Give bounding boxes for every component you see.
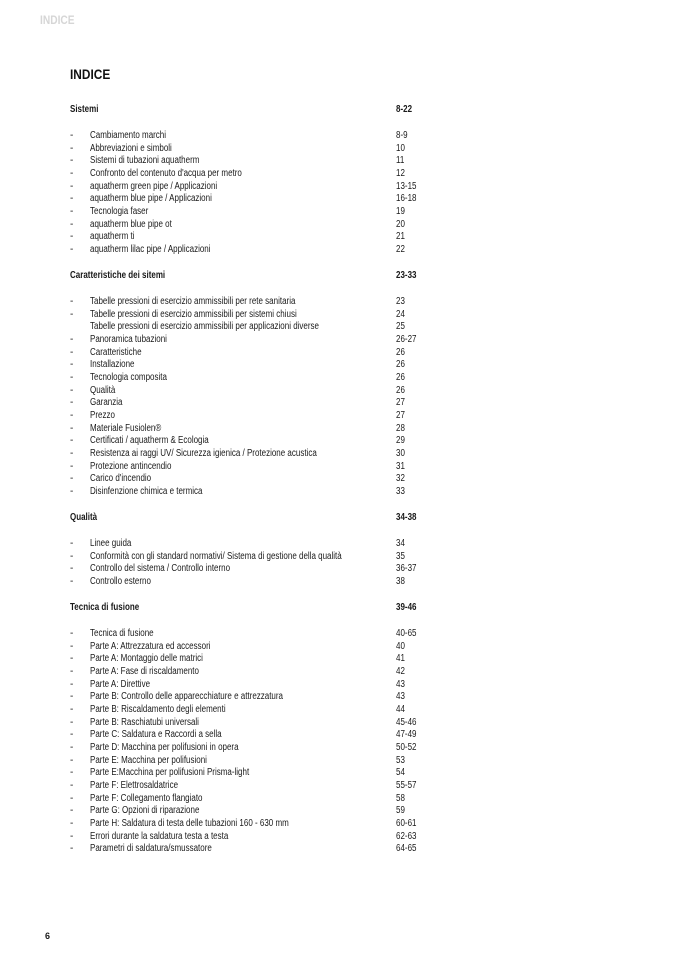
entry-label: aquatherm green pipe / Applicazioni bbox=[90, 180, 218, 192]
entry-pages: 40 bbox=[396, 640, 405, 652]
toc-entry bbox=[70, 831, 430, 844]
entry-pages: 53 bbox=[396, 754, 405, 766]
entry-label: Tabelle pressioni di esercizio ammissibili per sistemi chiusi bbox=[90, 308, 297, 320]
bullet-dash: - bbox=[70, 716, 74, 728]
toc-entry bbox=[70, 805, 430, 818]
toc-section bbox=[70, 602, 430, 856]
entry-pages: 26 bbox=[396, 346, 405, 358]
section-heading bbox=[70, 104, 430, 117]
entry-label: Parte E:Macchina per polifusioni Prisma-light bbox=[90, 767, 250, 779]
entry-pages: 31 bbox=[396, 460, 405, 472]
entry-pages: 45-46 bbox=[396, 716, 417, 728]
entry-label: Parte A: Direttive bbox=[90, 678, 151, 690]
bullet-dash: - bbox=[70, 205, 74, 217]
entry-label: Tecnologia composita bbox=[90, 371, 167, 383]
entry-pages: 62-63 bbox=[396, 830, 417, 842]
entry-label: Parte B: Raschiatubi universali bbox=[90, 716, 199, 728]
entry-label: Parte B: Controllo delle apparecchiature e attrezzatura bbox=[90, 691, 283, 703]
toc-entry bbox=[70, 538, 430, 551]
entry-pages: 10 bbox=[396, 142, 405, 154]
entry-label: Installazione bbox=[90, 359, 135, 371]
bullet-dash: - bbox=[70, 830, 74, 842]
entry-label: Parte E: Macchina per polifusioni bbox=[90, 754, 207, 766]
entry-label: Errori durante la saldatura testa a testa bbox=[90, 830, 229, 842]
section-pages: 23-33 bbox=[396, 270, 417, 281]
bullet-dash: - bbox=[70, 792, 74, 804]
toc-entry bbox=[70, 767, 430, 780]
toc-entry bbox=[70, 181, 430, 194]
entry-label: Parte B: Riscaldamento degli elementi bbox=[90, 703, 226, 715]
section-heading bbox=[70, 602, 430, 615]
section-pages: 34-38 bbox=[396, 511, 417, 523]
entry-label: Controllo esterno bbox=[90, 575, 151, 587]
section-pages: 8-22 bbox=[396, 104, 413, 115]
bullet-dash: - bbox=[70, 767, 74, 779]
entry-pages: 43 bbox=[396, 678, 405, 690]
bullet-dash: - bbox=[70, 703, 74, 715]
entry-label: Certificati / aquatherm & Ecologia bbox=[90, 435, 209, 447]
entry-pages: 11 bbox=[396, 155, 405, 167]
toc-entry bbox=[70, 818, 430, 831]
entry-pages: 50-52 bbox=[396, 741, 417, 753]
entry-pages: 29 bbox=[396, 435, 405, 447]
bullet-dash: - bbox=[70, 130, 74, 142]
toc-entry bbox=[70, 219, 430, 232]
bullet-dash: - bbox=[70, 563, 74, 575]
entry-pages: 24 bbox=[396, 308, 405, 320]
entry-pages: 25 bbox=[396, 321, 405, 333]
toc-entry bbox=[70, 410, 430, 423]
entry-pages: 26 bbox=[396, 384, 405, 396]
entry-pages: 12 bbox=[396, 168, 405, 180]
toc-entry bbox=[70, 793, 430, 806]
section-title: Caratteristiche dei sitemi bbox=[70, 270, 166, 281]
entry-label: Parte G: Opzioni di riparazione bbox=[90, 805, 200, 817]
entry-label: Tecnologia faser bbox=[90, 205, 149, 217]
bullet-dash: - bbox=[70, 640, 74, 652]
entry-label: Sistemi di tubazioni aquatherm bbox=[90, 155, 200, 167]
entry-pages: 28 bbox=[396, 422, 405, 434]
entry-pages: 58 bbox=[396, 792, 405, 804]
entry-label: Controllo del sistema / Controllo interno bbox=[90, 563, 231, 575]
toc-entry bbox=[70, 691, 430, 704]
bullet-dash: - bbox=[70, 422, 74, 434]
entry-label: Panoramica tubazioni bbox=[90, 334, 167, 346]
entry-pages: 22 bbox=[396, 243, 405, 255]
entry-label: Qualità bbox=[90, 384, 116, 396]
toc-entry bbox=[70, 755, 430, 768]
toc-entry bbox=[70, 742, 430, 755]
entry-pages: 44 bbox=[396, 703, 405, 715]
section-pages: 39-46 bbox=[396, 602, 417, 613]
bullet-dash: - bbox=[70, 575, 74, 587]
bullet-dash: - bbox=[70, 741, 74, 753]
toc-entry bbox=[70, 385, 430, 398]
bullet-dash: - bbox=[70, 155, 74, 167]
running-header: INDICE bbox=[40, 13, 75, 27]
toc-section bbox=[70, 104, 430, 257]
entry-pages: 41 bbox=[396, 653, 405, 665]
entry-label: Materiale Fusiolen® bbox=[90, 422, 162, 434]
bullet-dash: - bbox=[70, 435, 74, 447]
section-title: Sistemi bbox=[70, 104, 99, 115]
entry-label: Parte A: Attrezzatura ed accessori bbox=[90, 640, 211, 652]
toc-entry bbox=[70, 168, 430, 181]
entry-pages: 26 bbox=[396, 359, 405, 371]
toc-entry bbox=[70, 244, 430, 257]
bullet-dash: - bbox=[70, 397, 74, 409]
toc-entry bbox=[70, 423, 430, 436]
entry-pages: 26-27 bbox=[396, 334, 417, 346]
section-title: Qualità bbox=[70, 511, 98, 523]
toc-entry bbox=[70, 729, 430, 742]
entry-pages: 54 bbox=[396, 767, 405, 779]
entry-pages: 27 bbox=[396, 409, 405, 421]
entry-pages: 32 bbox=[396, 473, 405, 485]
bullet-dash: - bbox=[70, 142, 74, 154]
bullet-dash: - bbox=[70, 691, 74, 703]
section-heading bbox=[70, 512, 430, 525]
entry-label: Caratteristiche bbox=[90, 346, 142, 358]
toc-entry bbox=[70, 206, 430, 219]
entry-label: Parte C: Saldatura e Raccordi a sella bbox=[90, 729, 222, 741]
bullet-dash: - bbox=[70, 779, 74, 791]
entry-label: Tecnica di fusione bbox=[90, 628, 154, 640]
entry-label: Parametri di saldatura/smussatore bbox=[90, 843, 212, 855]
page-number: 6 bbox=[45, 931, 51, 941]
bullet-dash: - bbox=[70, 168, 74, 180]
bullet-dash: - bbox=[70, 843, 74, 855]
toc-entry bbox=[70, 704, 430, 717]
entry-label: Tabelle pressioni di esercizio ammissibili per applicazioni diverse bbox=[90, 321, 319, 333]
entry-pages: 16-18 bbox=[396, 193, 417, 205]
bullet-dash: - bbox=[70, 346, 74, 358]
bullet-dash: - bbox=[70, 193, 74, 205]
entry-pages: 64-65 bbox=[396, 843, 417, 855]
entry-pages: 55-57 bbox=[396, 779, 417, 791]
bullet-dash: - bbox=[70, 334, 74, 346]
bullet-dash: - bbox=[70, 817, 74, 829]
toc-entry bbox=[70, 679, 430, 692]
page-title: INDICE bbox=[70, 67, 111, 82]
section-heading bbox=[70, 270, 430, 283]
entry-pages: 40-65 bbox=[396, 628, 417, 640]
toc-entry bbox=[70, 473, 430, 486]
bullet-dash: - bbox=[70, 296, 74, 308]
bullet-dash: - bbox=[70, 218, 74, 230]
entry-label: aquatherm lilac pipe / Applicazioni bbox=[90, 243, 211, 255]
toc-entry bbox=[70, 653, 430, 666]
bullet-dash: - bbox=[70, 805, 74, 817]
toc-entry bbox=[70, 461, 430, 474]
entry-pages: 59 bbox=[396, 805, 405, 817]
entry-label: Prezzo bbox=[90, 409, 115, 421]
entry-label: Tabelle pressioni di esercizio ammissibili per rete sanitaria bbox=[90, 296, 296, 308]
entry-pages: 42 bbox=[396, 666, 405, 678]
toc-entry bbox=[70, 155, 430, 168]
toc-entry bbox=[70, 359, 430, 372]
entry-pages: 20 bbox=[396, 218, 405, 230]
entry-pages: 35 bbox=[396, 550, 405, 562]
bullet-dash: - bbox=[70, 384, 74, 396]
entry-label: Disinfenzione chimica e termica bbox=[90, 485, 203, 497]
toc-entry bbox=[70, 641, 430, 654]
toc-entry bbox=[70, 628, 430, 641]
entry-label: aquatherm blue pipe ot bbox=[90, 218, 172, 230]
entry-label: Linee guida bbox=[90, 537, 132, 549]
toc-entry bbox=[70, 397, 430, 410]
entry-pages: 34 bbox=[396, 537, 405, 549]
entry-label: Parte F: Collegamento flangiato bbox=[90, 792, 203, 804]
bullet-dash: - bbox=[70, 371, 74, 383]
entry-label: aquatherm blue pipe / Applicazioni bbox=[90, 193, 212, 205]
toc-entry bbox=[70, 843, 430, 856]
entry-pages: 60-61 bbox=[396, 817, 417, 829]
entry-label: Parte F: Elettrosaldatrice bbox=[90, 779, 179, 791]
toc-entry bbox=[70, 576, 430, 589]
toc-entry bbox=[70, 551, 430, 564]
bullet-dash: - bbox=[70, 447, 74, 459]
entry-label: Resistenza ai raggi UV/ Sicurezza igienica / Protezione acustica bbox=[90, 447, 317, 459]
toc-entry bbox=[70, 296, 430, 309]
bullet-dash: - bbox=[70, 653, 74, 665]
bullet-dash: - bbox=[70, 550, 74, 562]
entry-label: Parte A: Fase di riscaldamento bbox=[90, 666, 199, 678]
toc-entry bbox=[70, 780, 430, 793]
toc-entry bbox=[70, 666, 430, 679]
table-of-contents bbox=[70, 104, 430, 869]
bullet-dash: - bbox=[70, 409, 74, 421]
bullet-dash: - bbox=[70, 754, 74, 766]
entry-pages: 21 bbox=[396, 231, 405, 243]
entry-pages: 43 bbox=[396, 691, 405, 703]
toc-entry bbox=[70, 347, 430, 360]
entry-label: Protezione antincendio bbox=[90, 460, 172, 472]
entry-pages: 30 bbox=[396, 447, 405, 459]
toc-entry bbox=[70, 486, 430, 499]
toc-section bbox=[70, 270, 430, 499]
toc-section bbox=[70, 512, 430, 589]
bullet-dash: - bbox=[70, 473, 74, 485]
toc-entry bbox=[70, 448, 430, 461]
bullet-dash: - bbox=[70, 243, 74, 255]
entry-label: Conformità con gli standard normativi/ Sistema di gestione della qualità bbox=[90, 550, 342, 562]
bullet-dash: - bbox=[70, 678, 74, 690]
entry-pages: 26 bbox=[396, 371, 405, 383]
entry-pages: 8-9 bbox=[396, 130, 408, 142]
entry-label: Carico d'incendio bbox=[90, 473, 152, 485]
entry-label: Parte A: Montaggio delle matrici bbox=[90, 653, 203, 665]
toc-entry bbox=[70, 321, 430, 334]
bullet-dash: - bbox=[70, 460, 74, 472]
bullet-dash: - bbox=[70, 729, 74, 741]
entry-pages: 38 bbox=[396, 575, 405, 587]
entry-pages: 33 bbox=[396, 485, 405, 497]
entry-pages: 36-37 bbox=[396, 563, 417, 575]
entry-pages: 19 bbox=[396, 205, 405, 217]
toc-entry bbox=[70, 563, 430, 576]
entry-label: Confronto del contenuto d'acqua per metro bbox=[90, 168, 242, 180]
entry-pages: 27 bbox=[396, 397, 405, 409]
toc-entry bbox=[70, 143, 430, 156]
toc-entry bbox=[70, 372, 430, 385]
entry-pages: 47-49 bbox=[396, 729, 417, 741]
entry-pages: 13-15 bbox=[396, 180, 417, 192]
bullet-dash: - bbox=[70, 537, 74, 549]
toc-entry bbox=[70, 435, 430, 448]
bullet-dash: - bbox=[70, 485, 74, 497]
bullet-dash: - bbox=[70, 180, 74, 192]
toc-entry bbox=[70, 717, 430, 730]
entry-label: Garanzia bbox=[90, 397, 123, 409]
toc-entry bbox=[70, 309, 430, 322]
bullet-dash: - bbox=[70, 359, 74, 371]
entry-label: Abbreviazioni e simboli bbox=[90, 142, 172, 154]
entry-pages: 23 bbox=[396, 296, 405, 308]
entry-label: Parte H: Saldatura di testa delle tubazioni 160 - 630 mm bbox=[90, 817, 289, 829]
toc-entry bbox=[70, 193, 430, 206]
bullet-dash: - bbox=[70, 666, 74, 678]
bullet-dash: - bbox=[70, 231, 74, 243]
section-title: Tecnica di fusione bbox=[70, 602, 140, 613]
toc-entry bbox=[70, 130, 430, 143]
bullet-dash: - bbox=[70, 308, 74, 320]
entry-label: aquatherm ti bbox=[90, 231, 135, 243]
bullet-dash: - bbox=[70, 628, 74, 640]
entry-label: Cambiamento marchi bbox=[90, 130, 167, 142]
toc-entry bbox=[70, 334, 430, 347]
toc-entry bbox=[70, 231, 430, 244]
entry-label: Parte D: Macchina per polifusioni in opera bbox=[90, 741, 239, 753]
